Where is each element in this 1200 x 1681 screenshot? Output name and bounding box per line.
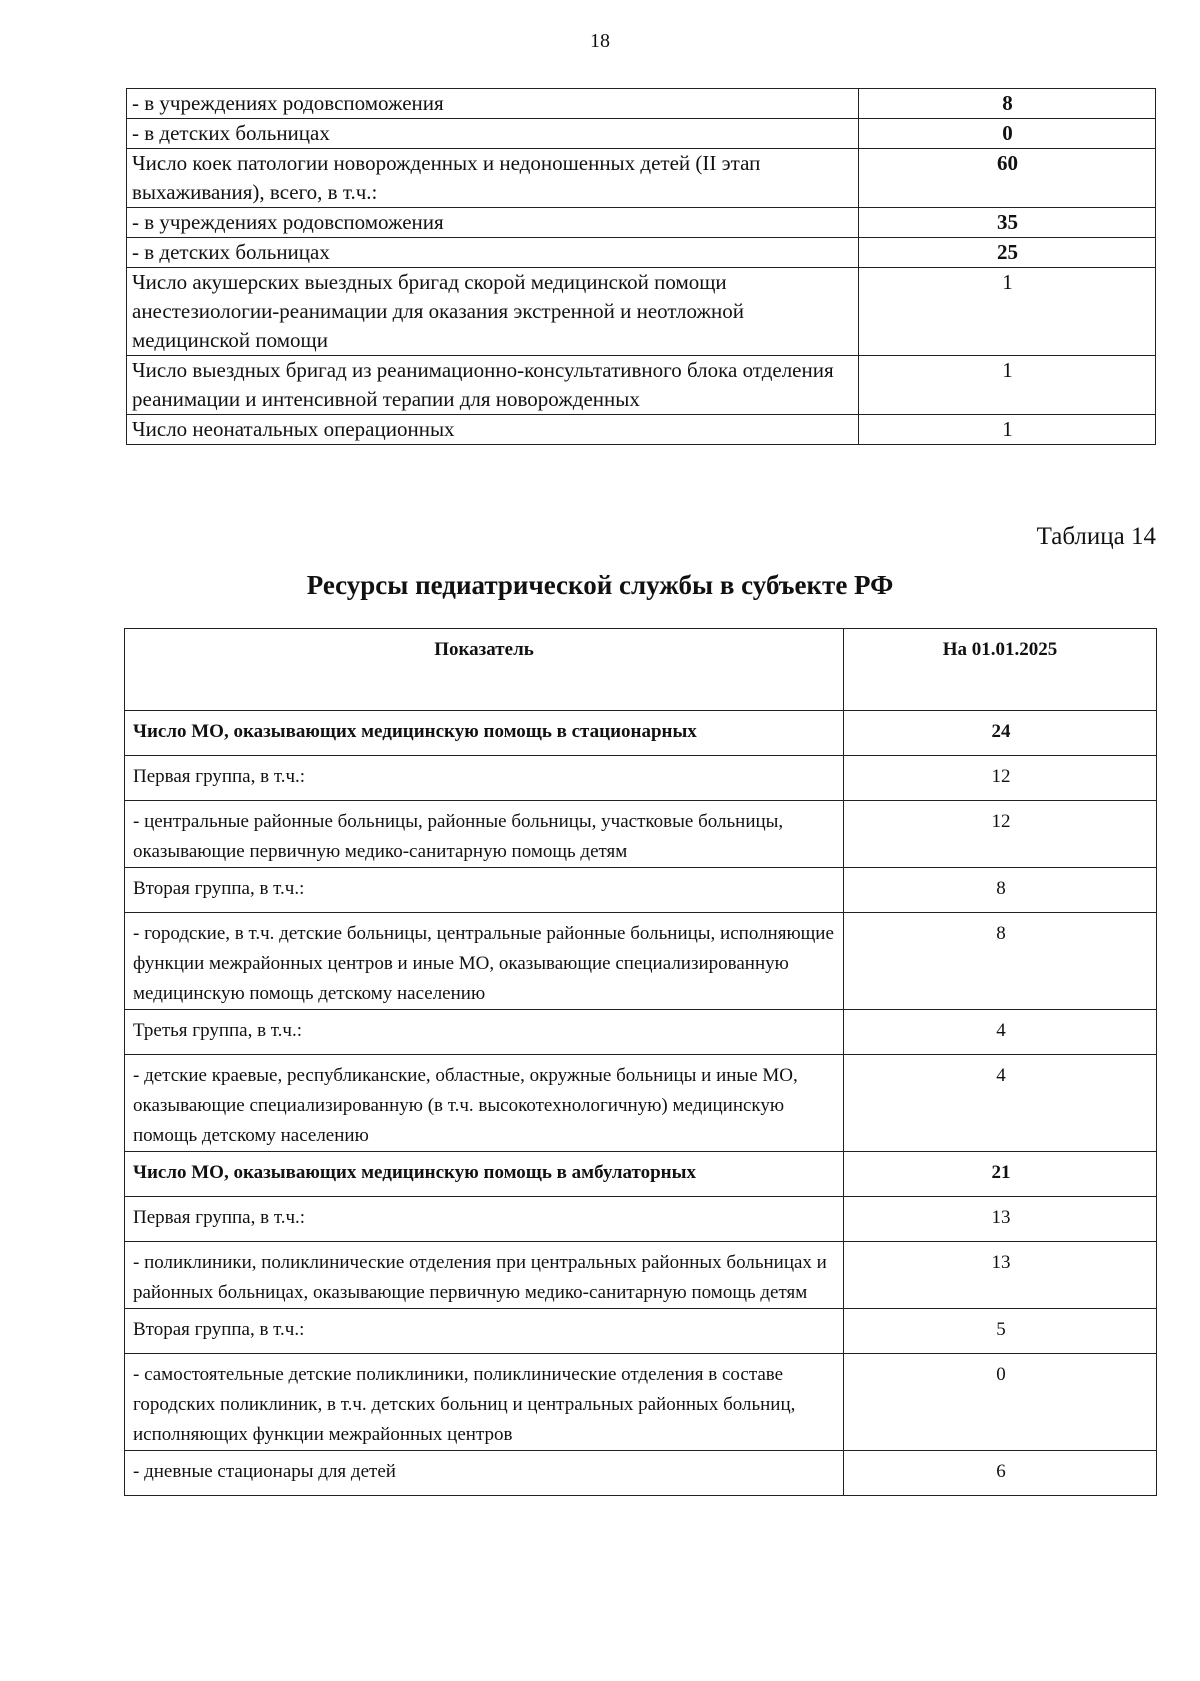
table-caption: Таблица 14 <box>1036 523 1156 550</box>
page-number: 18 <box>590 30 610 52</box>
row-label: - дневные стационары для детей <box>125 1451 844 1496</box>
row-label: - поликлиники, поликлинические отделения при центральных районных больницах и районных больницах, оказывающие первичную медико-санитарную помощь детям <box>125 1242 844 1309</box>
table-header-row <box>125 629 1157 711</box>
row-value: 8 <box>859 89 1156 119</box>
row-value: 13 <box>844 1242 1157 1309</box>
row-value: 60 <box>859 149 1156 208</box>
table-row <box>125 1309 1157 1354</box>
row-label: - в учреждениях родовспоможения <box>127 208 859 238</box>
row-value: 24 <box>844 711 1157 756</box>
table-row <box>127 268 1156 356</box>
row-value: 21 <box>844 1152 1157 1197</box>
row-value: 8 <box>844 913 1157 1010</box>
table-row <box>125 1055 1157 1152</box>
row-label: - в детских больницах <box>127 119 859 149</box>
table-title: Ресурсы педиатрической службы в субъекте РФ <box>306 570 894 600</box>
table-row <box>125 868 1157 913</box>
table-row <box>125 1354 1157 1451</box>
table-row <box>127 89 1156 119</box>
row-label: Третья группа, в т.ч.: <box>125 1010 844 1055</box>
table-row <box>125 1197 1157 1242</box>
row-label: Число коек патологии новорожденных и недоношенных детей (II этап выхаживания), всего, в т.ч.: <box>127 149 859 208</box>
row-label: - центральные районные больницы, районные больницы, участковые больницы, оказывающие первичную медико-санитарную помощь детям <box>125 801 844 868</box>
row-value: 4 <box>844 1055 1157 1152</box>
row-value: 1 <box>859 268 1156 356</box>
table-row <box>127 208 1156 238</box>
row-label: - в учреждениях родовспоможения <box>127 89 859 119</box>
table-row <box>127 356 1156 415</box>
row-label: - детские краевые, республиканские, областные, окружные больницы и иные МО, оказывающие специализированную (в т.ч. высокотехнологичную) медицинскую помощь детскому населению <box>125 1055 844 1152</box>
row-label: Вторая группа, в т.ч.: <box>125 1309 844 1354</box>
table-row <box>127 415 1156 445</box>
row-value: 0 <box>844 1354 1157 1451</box>
row-label: Первая группа, в т.ч.: <box>125 1197 844 1242</box>
table-row <box>125 711 1157 756</box>
row-value: 5 <box>844 1309 1157 1354</box>
continuation-table <box>126 88 1156 445</box>
table-row <box>125 913 1157 1010</box>
row-value: 8 <box>844 868 1157 913</box>
row-label: Число МО, оказывающих медицинскую помощь в амбулаторных <box>125 1152 844 1197</box>
table-row <box>125 1010 1157 1055</box>
table-row <box>125 1451 1157 1496</box>
row-label: - городские, в т.ч. детские больницы, центральные районные больницы, исполняющие функции межрайонных центров и иные МО, оказывающие специализированную медицинскую помощь детскому населению <box>125 913 844 1010</box>
row-label: - самостоятельные детские поликлиники, поликлинические отделения в составе городских поликлиник, в т.ч. детских больниц и центральных районных больниц, исполняющих функции межрайонных центров <box>125 1354 844 1451</box>
row-value: 12 <box>844 801 1157 868</box>
table-row <box>127 238 1156 268</box>
table-row <box>125 1152 1157 1197</box>
row-value: 1 <box>859 356 1156 415</box>
row-label: Число акушерских выездных бригад скорой медицинской помощи анестезиологии-реанимации для оказания экстренной и неотложной медицинской помощи <box>127 268 859 356</box>
row-value: 13 <box>844 1197 1157 1242</box>
row-label: Вторая группа, в т.ч.: <box>125 868 844 913</box>
row-value: 4 <box>844 1010 1157 1055</box>
row-value: 1 <box>859 415 1156 445</box>
row-label: Число МО, оказывающих медицинскую помощь в стационарных <box>125 711 844 756</box>
row-label: Число неонатальных операционных <box>127 415 859 445</box>
row-label: Число выездных бригад из реанимационно-консультативного блока отделения реанимации и интенсивной терапии для новорожденных <box>127 356 859 415</box>
table-row <box>127 149 1156 208</box>
row-value: 25 <box>859 238 1156 268</box>
table-row <box>127 119 1156 149</box>
row-label: - в детских больницах <box>127 238 859 268</box>
row-label: Первая группа, в т.ч.: <box>125 756 844 801</box>
row-value: 6 <box>844 1451 1157 1496</box>
row-value: 0 <box>859 119 1156 149</box>
pediatric-resources-table <box>124 628 1157 1496</box>
header-indicator: Показатель <box>125 629 844 711</box>
row-value: 12 <box>844 756 1157 801</box>
table-row <box>125 1242 1157 1309</box>
table-row <box>125 801 1157 868</box>
row-value: 35 <box>859 208 1156 238</box>
table-row <box>125 756 1157 801</box>
header-date: На 01.01.2025 <box>844 629 1157 711</box>
